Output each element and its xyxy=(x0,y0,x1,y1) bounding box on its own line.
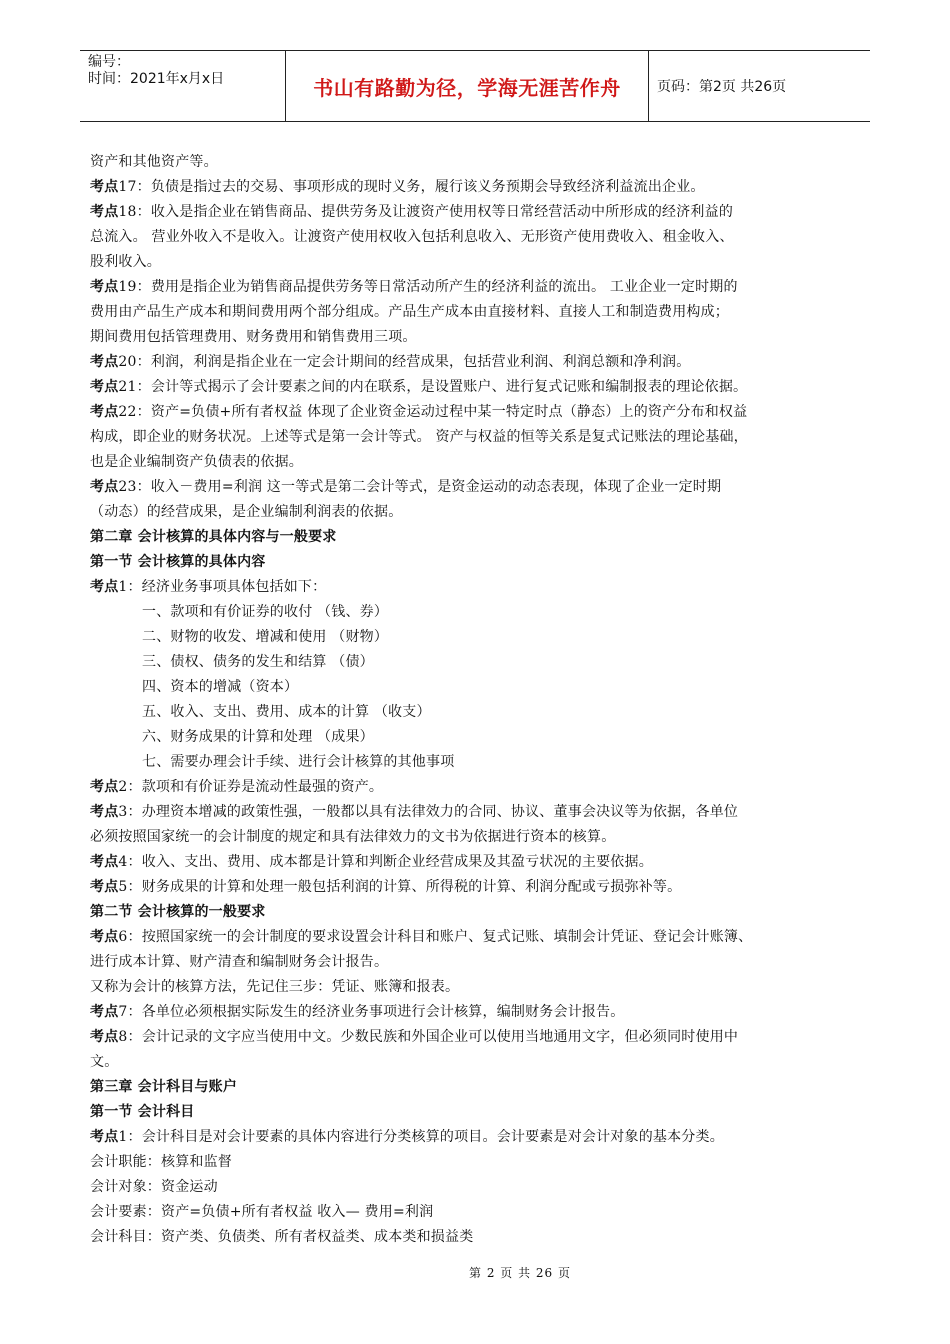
page-footer: 第 2 页 共 26 页 xyxy=(469,1266,571,1280)
paragraph-line xyxy=(90,175,872,200)
paragraph-line xyxy=(90,450,872,475)
line-text: （动态）的经营成果，是企业编制利润表的依据。 xyxy=(90,504,403,520)
line-text: 2：款项和有价证券是流动性最强的资产。 xyxy=(118,779,384,795)
paragraph-line xyxy=(90,875,872,900)
paragraph-line xyxy=(90,150,872,175)
paragraph-line xyxy=(90,250,872,275)
section-heading: 第一节 会计核算的具体内容 xyxy=(90,554,266,570)
key-point-label: 考点 xyxy=(90,804,119,820)
paragraph-line xyxy=(90,1125,872,1150)
line-text: 23：收入－费用=利润 这一等式是第二会计等式，是资金运动的动态表现，体现了企业一定时期 xyxy=(118,479,722,495)
document-body xyxy=(90,150,872,1250)
header-motto: 书山有路勤为径，学海无涯苦作舟 xyxy=(285,51,649,121)
paragraph-line xyxy=(90,475,872,500)
key-point-label: 考点 xyxy=(90,1004,119,1020)
key-point-label: 考点 xyxy=(90,479,119,495)
paragraph-line xyxy=(90,975,872,1000)
key-point-label: 考点 xyxy=(90,179,119,195)
list-item: 四、资本的增减（资本） xyxy=(142,679,299,695)
paragraph-line xyxy=(90,800,872,825)
section-heading: 第一节 会计科目 xyxy=(90,1104,195,1120)
line-text: 3：办理资本增减的政策性强，一般都以具有法律效力的合同、协议、董事会决议等为依据，各单位 xyxy=(118,804,739,820)
line-text: 7：各单位必须根据实际发生的经济业务事项进行会计核算，编制财务会计报告。 xyxy=(118,1004,625,1020)
line-text: 18：收入是指企业在销售商品、提供劳务及让渡资产使用权等日常经营活动中所形成的经济利益的 xyxy=(118,204,734,220)
list-item: 五、收入、支出、费用、成本的计算 （收支） xyxy=(142,704,431,720)
list-item: 七、需要办理会计手续、进行会计核算的其他事项 xyxy=(142,754,455,770)
line-text: 4：收入、支出、费用、成本都是计算和判断企业经营成果及其盈亏状况的主要依据。 xyxy=(118,854,653,870)
key-point-label: 考点 xyxy=(90,204,119,220)
line-text: 19：费用是指企业为销售商品提供劳务等日常活动所产生的经济利益的流出。 工业企业一定时期的 xyxy=(118,279,738,295)
line-text: 6：按照国家统一的会计制度的要求设置会计科目和账户、复式记账、填制会计凭证、登记会计账簿、 xyxy=(118,929,753,945)
paragraph-line xyxy=(90,775,872,800)
key-point-label: 考点 xyxy=(90,354,119,370)
line-text: 会计对象：资金运动 xyxy=(90,1179,218,1195)
line-text: 股利收入。 xyxy=(90,254,161,270)
number-label: 编号： xyxy=(88,54,130,70)
paragraph-line xyxy=(90,375,872,400)
section-heading: 第二节 会计核算的一般要求 xyxy=(90,904,266,920)
header-info xyxy=(80,51,285,121)
page-header xyxy=(80,50,870,122)
time-label: 时间：2021年x月x日 xyxy=(88,71,225,87)
line-text: 8：会计记录的文字应当使用中文。少数民族和外国企业可以使用当地通用文字，但必须同时使用中 xyxy=(118,1029,739,1045)
header-page-label: 页码：第2页 共26页 xyxy=(657,79,787,95)
paragraph-line xyxy=(90,850,872,875)
paragraph-line xyxy=(90,825,872,850)
key-point-label: 考点 xyxy=(90,1029,119,1045)
key-point-label: 考点 xyxy=(90,404,119,420)
paragraph-line xyxy=(90,950,872,975)
line-text: 又称为会计的核算方法，先记住三步：凭证、账簿和报表。 xyxy=(90,979,460,995)
key-point-label: 考点 xyxy=(90,929,119,945)
paragraph-line xyxy=(90,1175,872,1200)
list-item: 三、债权、债务的发生和结算 （债） xyxy=(142,654,374,670)
key-point-label: 考点 xyxy=(90,379,119,395)
section-heading: 第三章 会计科目与账户 xyxy=(90,1079,238,1095)
key-point-label: 考点 xyxy=(90,279,119,295)
paragraph-line xyxy=(90,1050,872,1075)
paragraph-line xyxy=(90,200,872,225)
line-text: 20：利润，利润是指企业在一定会计期间的经营成果，包括营业利润、利润总额和净利润。 xyxy=(118,354,691,370)
paragraph-line xyxy=(90,1000,872,1025)
paragraph-line xyxy=(90,275,872,300)
line-text: 会计要素：资产=负债+所有者权益 收入— 费用=利润 xyxy=(90,1204,434,1220)
paragraph-line xyxy=(90,1150,872,1175)
line-text: 资产和其他资产等。 xyxy=(90,154,218,170)
line-text: 也是企业编制资产负债表的依据。 xyxy=(90,454,303,470)
line-text: 17：负债是指过去的交易、事项形成的现时义务，履行该义务预期会导致经济利益流出企业。 xyxy=(118,179,705,195)
line-text: 会计科目：资产类、负债类、所有者权益类、成本类和损益类 xyxy=(90,1229,474,1245)
paragraph-line xyxy=(90,1025,872,1050)
list-item: 二、财物的收发、增减和使用 （财物） xyxy=(142,629,389,645)
paragraph-line xyxy=(90,1225,872,1250)
section-heading: 第二章 会计核算的具体内容与一般要求 xyxy=(90,529,337,545)
list-item: 六、财务成果的计算和处理 （成果） xyxy=(142,729,374,745)
paragraph-line xyxy=(90,1200,872,1225)
paragraph-line xyxy=(90,325,872,350)
paragraph-line xyxy=(90,500,872,525)
key-point-label: 考点 xyxy=(90,854,119,870)
paragraph-line xyxy=(90,925,872,950)
line-text: 必须按照国家统一的会计制度的规定和具有法律效力的文书为依据进行资本的核算。 xyxy=(90,829,616,845)
line-text: 1：会计科目是对会计要素的具体内容进行分类核算的项目。会计要素是对会计对象的基本分类。 xyxy=(118,1129,724,1145)
line-text: 21：会计等式揭示了会计要素之间的内在联系，是设置账户、进行复式记账和编制报表的理论依据。 xyxy=(118,379,748,395)
key-point-label: 考点 xyxy=(90,879,119,895)
list-item: 一、款项和有价证券的收付 （钱、券） xyxy=(142,604,389,620)
line-text: 会计职能：核算和监督 xyxy=(90,1154,232,1170)
line-text: 进行成本计算、财产清查和编制财务会计报告。 xyxy=(90,954,389,970)
paragraph-line xyxy=(90,350,872,375)
line-text: 1：经济业务事项具体包括如下： xyxy=(118,579,327,595)
paragraph-line xyxy=(90,225,872,250)
line-text: 5：财务成果的计算和处理一般包括利润的计算、所得税的计算、利润分配或亏损弥补等。 xyxy=(118,879,682,895)
key-point-label: 考点 xyxy=(90,579,119,595)
paragraph-line xyxy=(90,300,872,325)
paragraph-line xyxy=(90,575,872,600)
line-text: 总流入。 营业外收入不是收入。让渡资产使用权收入包括利息收入、无形资产使用费收入、租金收入、 xyxy=(90,229,734,245)
key-point-label: 考点 xyxy=(90,779,119,795)
line-text: 文。 xyxy=(90,1054,119,1070)
paragraph-line xyxy=(90,425,872,450)
line-text: 费用由产品生产成本和期间费用两个部分组成。产品生产成本由直接材料、直接人工和制造费用构成； xyxy=(90,304,729,320)
line-text: 期间费用包括管理费用、财务费用和销售费用三项。 xyxy=(90,329,417,345)
key-point-label: 考点 xyxy=(90,1129,119,1145)
line-text: 构成，即企业的财务状况。上述等式是第一会计等式。 资产与权益的恒等关系是复式记账法的理论基础， xyxy=(90,429,748,445)
paragraph-line xyxy=(90,400,872,425)
line-text: 22：资产=负债+所有者权益 体现了企业资金运动过程中某一特定时点（静态）上的资产分布和权益 xyxy=(118,404,748,420)
